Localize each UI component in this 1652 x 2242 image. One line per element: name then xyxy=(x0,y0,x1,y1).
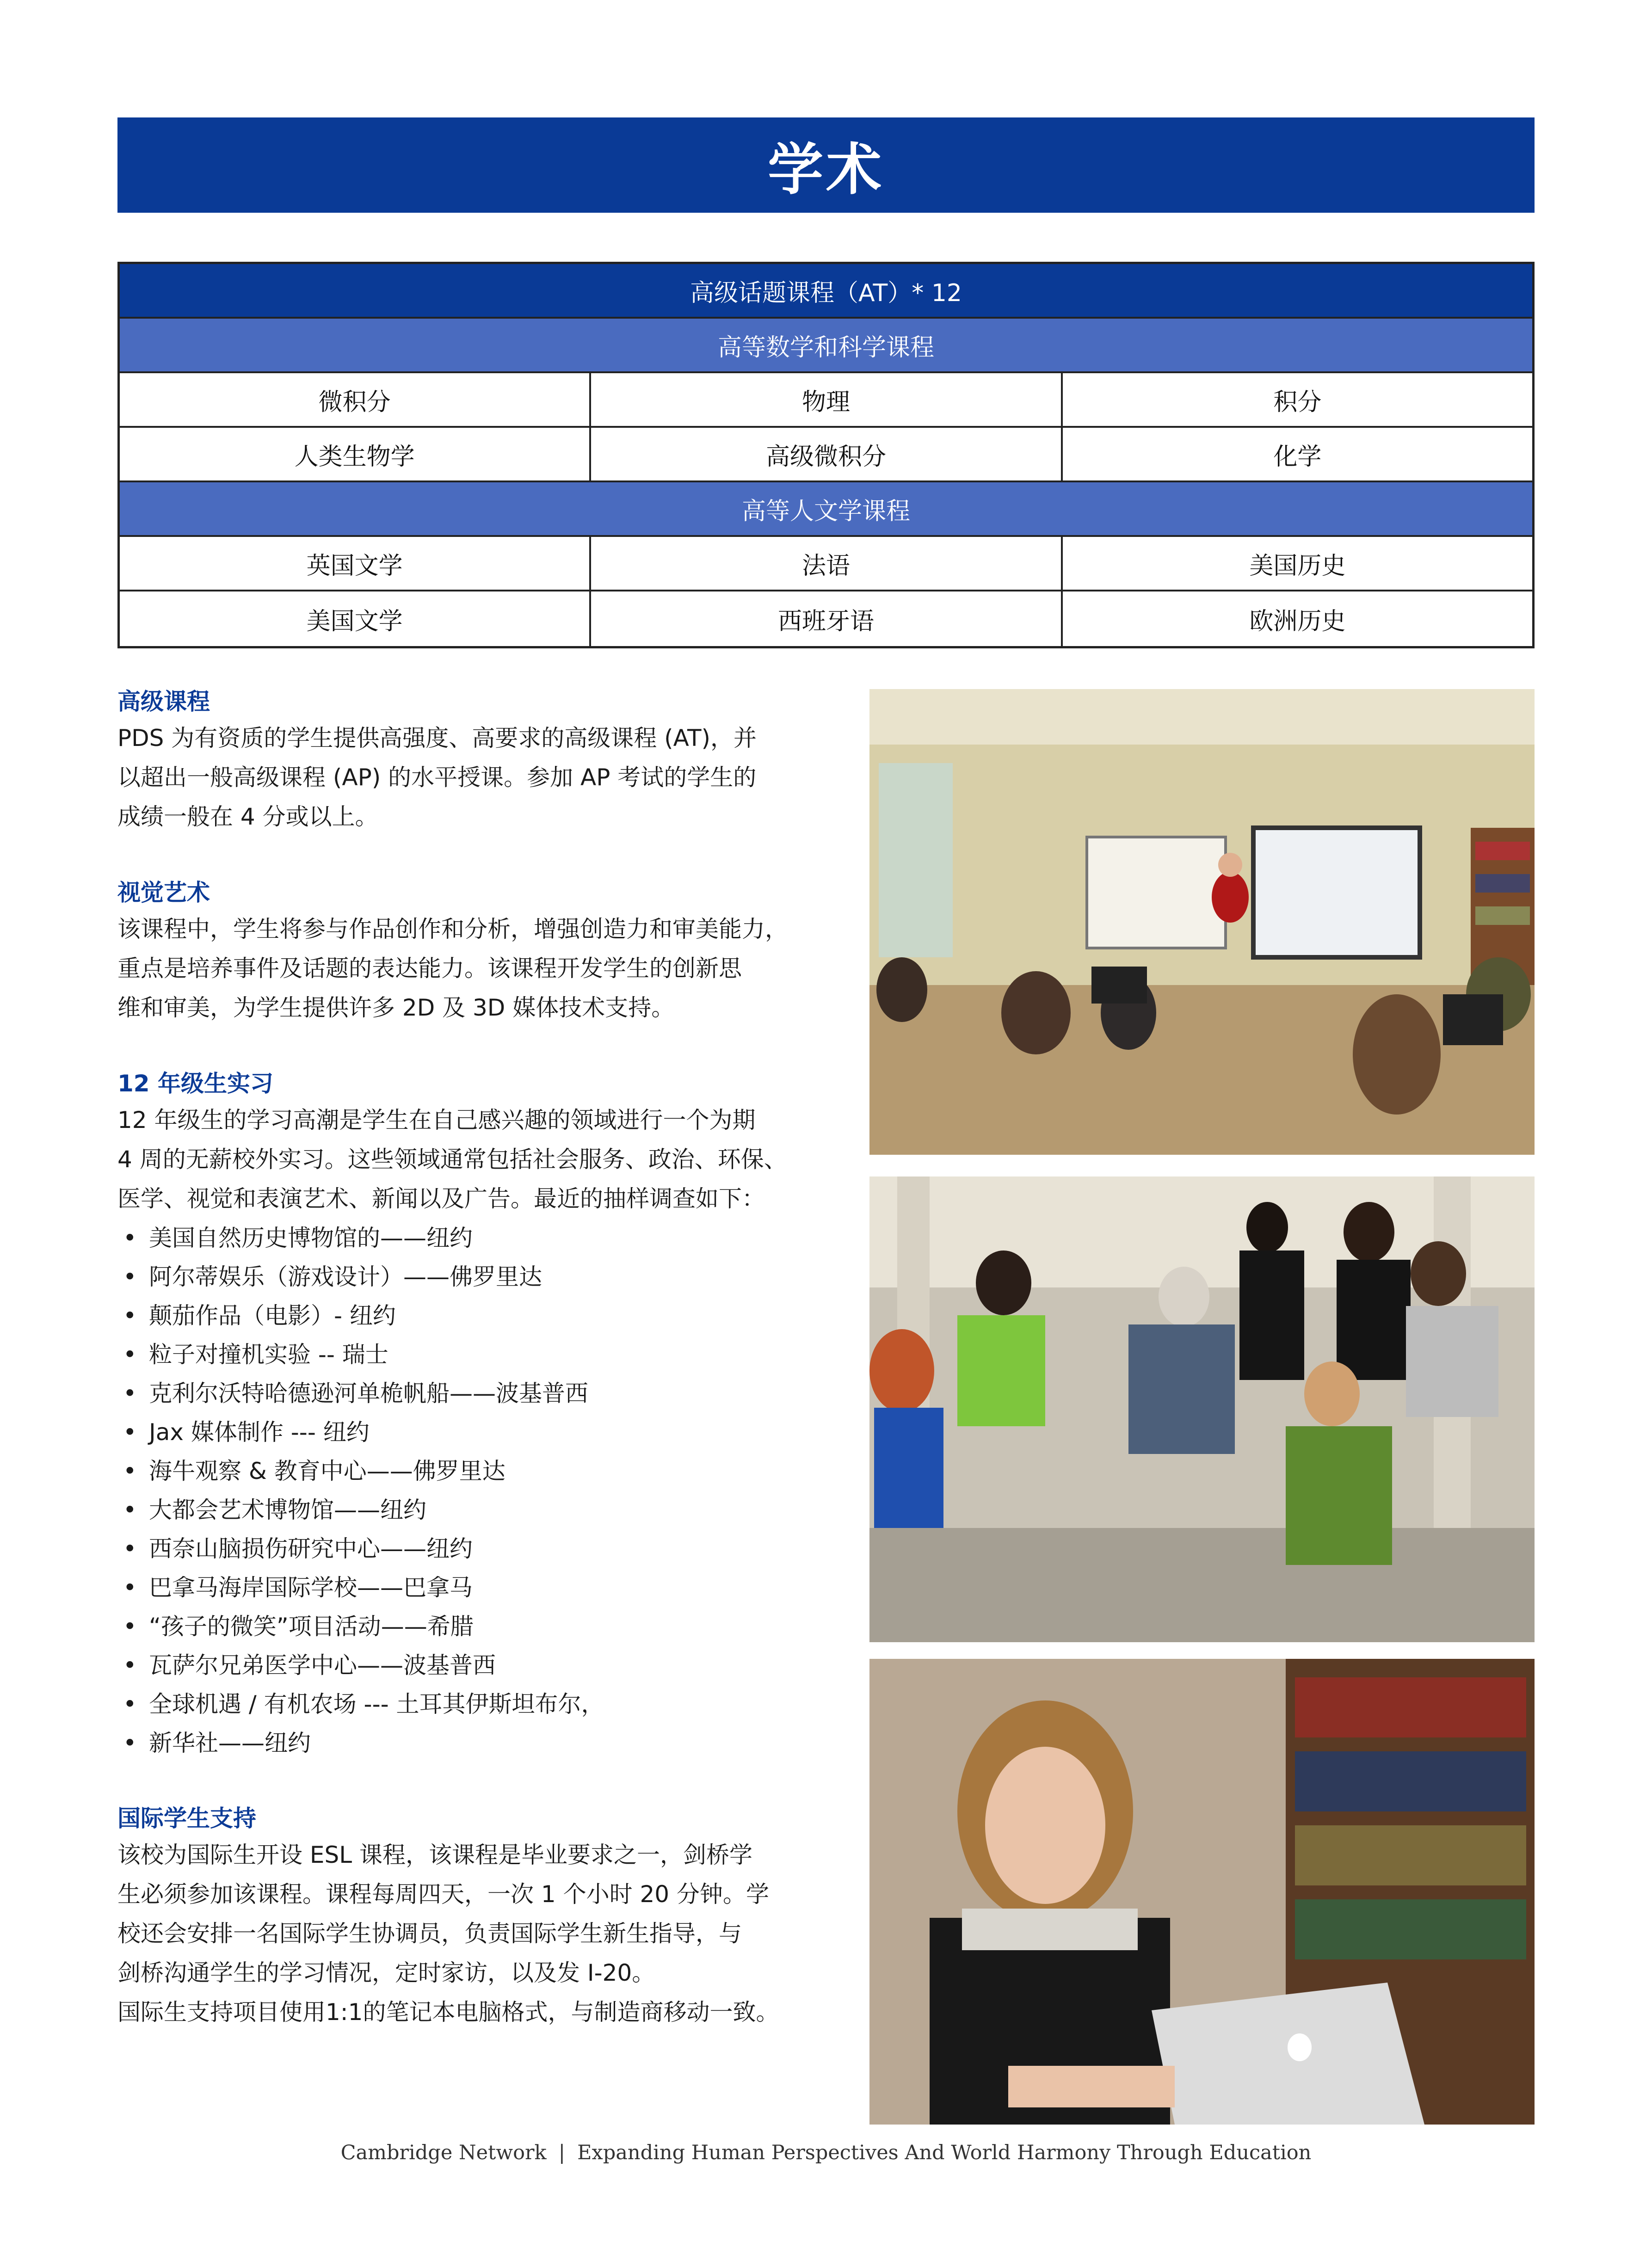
paragraph-line: 医学、视觉和表演艺术、新闻以及广告。最近的抽样调查如下： xyxy=(117,1185,765,1212)
paragraph-line: 成绩一般在 4 分或以上。 xyxy=(117,803,378,830)
paragraph-line: PDS 为有资质的学生提供高强度、高要求的高级课程 (AT)，并 xyxy=(117,725,757,751)
list-item: • 克利尔沃特哈德逊河单桅帆船——波基普西 xyxy=(117,1374,830,1413)
footer-slogan: Expanding Human Perspectives And World Harmony Through Education xyxy=(577,2141,1312,2164)
section-internship xyxy=(117,1066,830,1762)
title-banner xyxy=(117,117,1535,213)
text-column xyxy=(117,684,830,2071)
table-cell: 积分 xyxy=(1061,373,1532,426)
table-cell: 化学 xyxy=(1061,428,1532,480)
list-item: • 粒子对撞机实验 -- 瑞士 xyxy=(117,1335,830,1374)
table-cell: 法语 xyxy=(589,537,1060,590)
list-item: • 阿尔蒂娱乐（游戏设计）——佛罗里达 xyxy=(117,1257,830,1296)
list-item: • 海牛观察 & 教育中心——佛罗里达 xyxy=(117,1452,830,1491)
table-cell: 美国历史 xyxy=(1061,537,1532,590)
footer xyxy=(0,2141,1652,2164)
internship-list xyxy=(117,1219,830,1762)
list-item: • Jax 媒体制作 --- 纽约 xyxy=(117,1413,830,1452)
section-visual-arts xyxy=(117,875,830,1028)
students-group-photo xyxy=(869,1176,1535,1642)
paragraph-line: 国际生支持项目使用1:1的笔记本电脑格式，与制造商移动一致。 xyxy=(117,1999,779,2026)
paragraph-line: 重点是培养事件及话题的表达能力。该课程开发学生的创新思 xyxy=(117,955,742,982)
list-item: • 西奈山脑损伤研究中心——纽约 xyxy=(117,1529,830,1568)
table-row xyxy=(120,591,1532,646)
table-cell: 高级微积分 xyxy=(589,428,1060,480)
section-title: 高级课程 xyxy=(117,688,210,715)
list-item: • 瓦萨尔兄弟医学中心——波基普西 xyxy=(117,1646,830,1685)
table-cell: 美国文学 xyxy=(306,607,403,635)
group-header-row xyxy=(120,482,1532,537)
list-item: • “孩子的微笑”项目活动——希腊 xyxy=(117,1607,830,1646)
paragraph-line: 该校为国际生开设 ESL 课程，该课程是毕业要求之一，剑桥学 xyxy=(117,1842,752,1868)
list-item: • 巴拿马海岸国际学校——巴拿马 xyxy=(117,1568,830,1607)
student-laptop-photo xyxy=(869,1659,1535,2125)
list-item: • 全球机遇 / 有机农场 --- 土耳其伊斯坦布尔， xyxy=(117,1685,830,1724)
paragraph-line: 校还会安排一名国际学生协调员，负责国际学生新生指导，与 xyxy=(117,1920,742,1947)
table-cell: 西班牙语 xyxy=(589,591,1060,646)
table-cell: 物理 xyxy=(589,373,1060,426)
group-header-row xyxy=(120,319,1532,373)
list-item: • 新华社——纽约 xyxy=(117,1724,830,1762)
table-header: 高级话题课程（AT）* 12 xyxy=(690,279,962,307)
paragraph-line: 剑桥沟通学生的学习情况，定时家访，以及发 I-20。 xyxy=(117,1959,655,1986)
section-advanced-courses xyxy=(117,684,830,837)
section-title: 国际学生支持 xyxy=(117,1805,256,1832)
footer-brand: Cambridge Network xyxy=(340,2141,547,2164)
table-cell: 英国文学 xyxy=(306,552,403,580)
paragraph-line: 4 周的无薪校外实习。这些领域通常包括社会服务、政治、环保、 xyxy=(117,1146,787,1173)
table-header-row xyxy=(120,264,1532,319)
section-title: 视觉艺术 xyxy=(117,879,210,906)
list-item: • 美国自然历史博物馆的——纽约 xyxy=(117,1219,830,1257)
footer-separator: | xyxy=(558,2141,566,2164)
table-row xyxy=(120,373,1532,428)
paragraph-line: 以超出一般高级课程 (AP) 的水平授课。参加 AP 考试的学生的 xyxy=(117,764,757,791)
list-item: • 大都会艺术博物馆——纽约 xyxy=(117,1491,830,1529)
section-international-support xyxy=(117,1801,830,2032)
table-row xyxy=(120,428,1532,482)
classroom-photo xyxy=(869,689,1535,1155)
group-title-math-science: 高等数学和科学课程 xyxy=(717,333,934,362)
table-cell: 人类生物学 xyxy=(294,443,415,471)
paragraph-line: 该课程中，学生将参与作品创作和分析，增强创造力和审美能力， xyxy=(117,916,788,942)
table-row xyxy=(120,537,1532,591)
paragraph-line: 生必须参加该课程。课程每周四天，一次 1 个小时 20 分钟。学 xyxy=(117,1881,770,1908)
table-cell: 欧洲历史 xyxy=(1061,591,1532,646)
paragraph-line: 12 年级生的学习高潮是学生在自己感兴趣的领域进行一个为期 xyxy=(117,1107,756,1133)
group-title-humanities: 高等人文学课程 xyxy=(741,497,910,525)
table-cell: 微积分 xyxy=(318,388,391,416)
list-item: • 颠茄作品（电影）- 纽约 xyxy=(117,1296,830,1335)
paragraph-line: 维和审美，为学生提供许多 2D 及 3D 媒体技术支持。 xyxy=(117,994,675,1021)
section-title: 12 年级生实习 xyxy=(117,1070,273,1097)
course-table xyxy=(117,262,1535,648)
page-title: 学术 xyxy=(768,138,884,202)
